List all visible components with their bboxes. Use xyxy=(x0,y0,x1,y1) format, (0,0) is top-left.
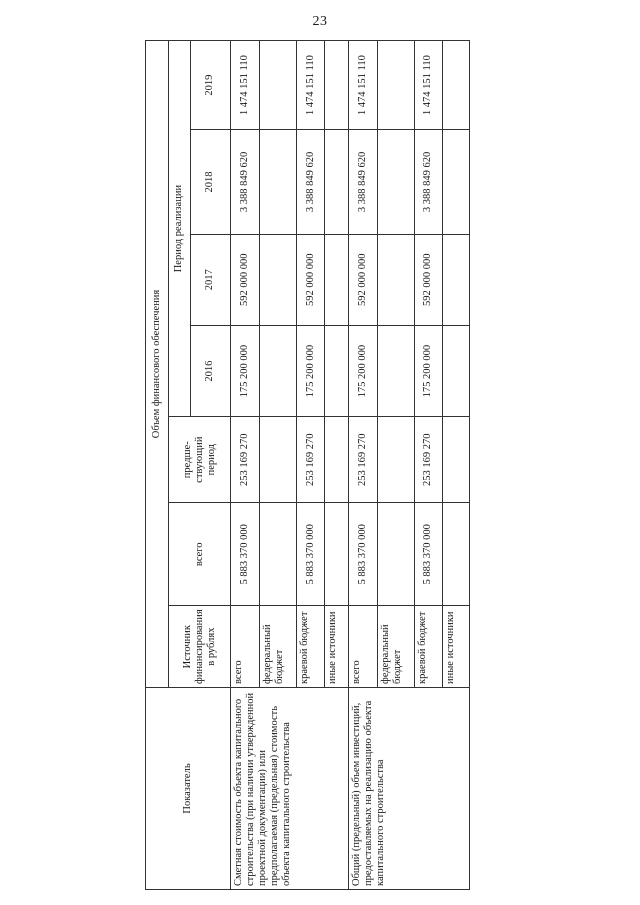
header-total: всего xyxy=(169,503,231,606)
header-year: 2017 xyxy=(190,234,230,325)
prior-cell xyxy=(259,417,296,503)
source-cell: краевой бюджет xyxy=(296,606,325,688)
year-cell: 3 388 849 620 xyxy=(414,130,443,234)
year-cell xyxy=(259,325,296,416)
header-implementation-period: Период реализации xyxy=(169,41,190,417)
total-cell: 5 883 370 000 xyxy=(296,503,325,606)
year-cell: 1 474 151 110 xyxy=(348,41,377,130)
year-cell xyxy=(377,130,414,234)
header-source: Источник финансирования в рублях xyxy=(169,606,231,688)
year-cell xyxy=(325,234,348,325)
year-cell xyxy=(377,234,414,325)
header-indicator: Показатель xyxy=(146,687,231,889)
source-cell: всего xyxy=(348,606,377,688)
source-cell: федеральный бюджет xyxy=(377,606,414,688)
prior-cell xyxy=(377,417,414,503)
rotated-table-frame xyxy=(145,40,470,890)
year-cell xyxy=(259,130,296,234)
year-cell: 175 200 000 xyxy=(296,325,325,416)
header-row-1 xyxy=(146,41,169,890)
year-cell: 1 474 151 110 xyxy=(414,41,443,130)
year-cell: 175 200 000 xyxy=(230,325,259,416)
prior-cell: 253 169 270 xyxy=(230,417,259,503)
year-cell xyxy=(443,325,470,416)
source-cell: краевой бюджет xyxy=(414,606,443,688)
year-cell: 3 388 849 620 xyxy=(296,130,325,234)
prior-cell: 253 169 270 xyxy=(348,417,377,503)
year-cell: 592 000 000 xyxy=(230,234,259,325)
header-year: 2016 xyxy=(190,325,230,416)
total-cell: 5 883 370 000 xyxy=(230,503,259,606)
header-year: 2018 xyxy=(190,130,230,234)
total-cell xyxy=(377,503,414,606)
source-cell: иные источники xyxy=(325,606,348,688)
prior-cell xyxy=(443,417,470,503)
source-cell: всего xyxy=(230,606,259,688)
indicator-cell: Общий (предельный) объем инвестиций, предоставляемых на реализацию объекта капитального строительства xyxy=(348,687,469,889)
financing-table xyxy=(145,40,470,890)
source-cell: федеральный бюджет xyxy=(259,606,296,688)
year-cell xyxy=(325,325,348,416)
total-cell xyxy=(325,503,348,606)
rotated-table-content xyxy=(145,40,470,890)
table-row xyxy=(230,41,259,890)
table-row xyxy=(348,41,377,890)
year-cell xyxy=(377,325,414,416)
year-cell xyxy=(443,41,470,130)
year-cell: 1 474 151 110 xyxy=(296,41,325,130)
year-cell xyxy=(443,234,470,325)
total-cell xyxy=(443,503,470,606)
indicator-cell: Сметная стоимость объекта капитального строительства (при наличии утвержденной проектной документации) или предполагаемая (предельная) стоимость объекта капитального строительства xyxy=(230,687,348,889)
year-cell xyxy=(325,130,348,234)
prior-cell: 253 169 270 xyxy=(414,417,443,503)
year-cell: 592 000 000 xyxy=(414,234,443,325)
prior-cell: 253 169 270 xyxy=(296,417,325,503)
total-cell: 5 883 370 000 xyxy=(414,503,443,606)
year-cell xyxy=(443,130,470,234)
year-cell: 592 000 000 xyxy=(296,234,325,325)
header-year: 2019 xyxy=(190,41,230,130)
year-cell xyxy=(259,234,296,325)
header-prior-period: предше-ствующий период xyxy=(169,417,231,503)
year-cell xyxy=(325,41,348,130)
year-cell xyxy=(377,41,414,130)
prior-cell xyxy=(325,417,348,503)
total-cell xyxy=(259,503,296,606)
year-cell: 1 474 151 110 xyxy=(230,41,259,130)
total-cell: 5 883 370 000 xyxy=(348,503,377,606)
year-cell: 3 388 849 620 xyxy=(348,130,377,234)
source-cell: иные источники xyxy=(443,606,470,688)
page-number: 23 xyxy=(312,14,328,29)
header-funding-volume: Объем финансового обеспечения xyxy=(146,41,169,688)
year-cell: 592 000 000 xyxy=(348,234,377,325)
year-cell: 175 200 000 xyxy=(348,325,377,416)
year-cell xyxy=(259,41,296,130)
year-cell: 175 200 000 xyxy=(414,325,443,416)
year-cell: 3 388 849 620 xyxy=(230,130,259,234)
